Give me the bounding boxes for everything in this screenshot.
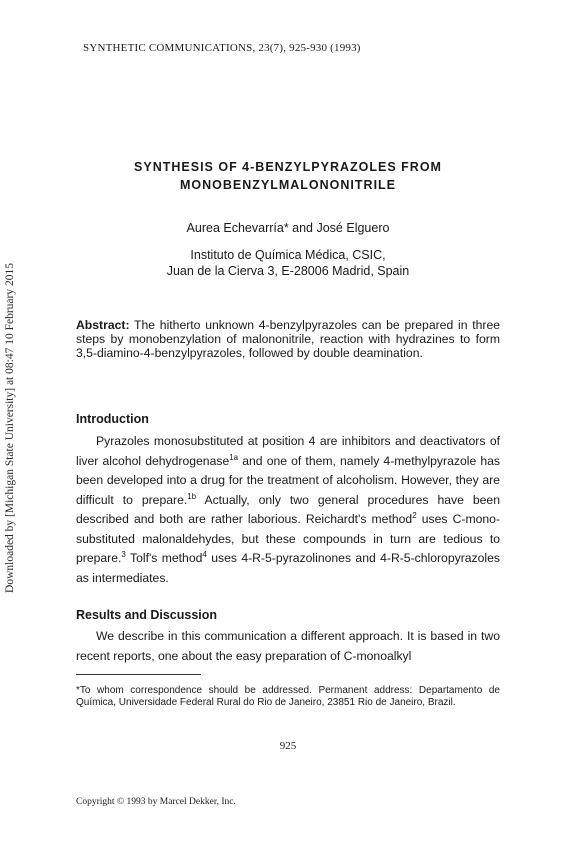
article-title-line-1: SYNTHESIS OF 4-BENZYLPYRAZOLES FROM xyxy=(134,160,442,174)
abstract xyxy=(76,318,500,360)
ref-1a: 1a xyxy=(229,452,239,462)
intro-text-f: uses 4-R-5-pyrazolinones and 4-R-5-chloropyrazoles as intermediates. xyxy=(76,551,501,585)
ref-3: 3 xyxy=(121,549,126,559)
affiliation-line-2: Juan de la Cierva 3, E-28006 Madrid, Spain xyxy=(166,264,410,278)
results-heading: Results and Discussion xyxy=(76,608,218,622)
page-number: 925 xyxy=(279,740,297,752)
results-paragraph xyxy=(76,627,500,666)
authors: Aurea Echevarría* and José Elguero xyxy=(186,221,390,235)
intro-text-b: and one of them, namely 4-methylpyrazole has been developed into a drug for the treatment of alcoholism. However, they are difficult to prepare. xyxy=(76,453,500,507)
affiliation-line-1: Instituto de Química Médica, CSIC, xyxy=(190,248,386,262)
intro-text-d: uses C-mono-substituted malonaldehydes, but these compounds in turn are tedious to prepare. xyxy=(76,512,501,565)
journal-header: SYNTHETIC COMMUNICATIONS, 23(7), 925-930 (1993) xyxy=(83,42,361,54)
ref-4: 4 xyxy=(202,549,207,559)
introduction-paragraph xyxy=(76,432,500,588)
copyright: Copyright © 1993 by Marcel Dekker, Inc. xyxy=(76,797,236,807)
abstract-text: The hitherto unknown 4-benzylpyrazoles can be prepared in three steps by monobenzylation of malononitrile, reaction with hydrazines to form 3,5-diamino-4-benzylpyrazoles, followed by double deamination. xyxy=(76,318,500,360)
abstract-label: Abstract: xyxy=(76,318,130,332)
download-sidebar xyxy=(0,0,20,864)
download-note: Downloaded by [Michigan State University] at 08:47 10 February 2015 xyxy=(4,263,16,593)
ref-1b: 1b xyxy=(187,491,197,501)
introduction-heading: Introduction xyxy=(76,412,149,426)
results-text: We describe in this communication a different approach. It is based in two recent reports, one about the easy preparation of C-monoalkyl xyxy=(76,629,500,663)
ref-2: 2 xyxy=(412,510,417,520)
intro-text-a: Pyrazoles monosubstituted at position 4 are inhibitors and deactivators of liver alcohol dehydrogenase xyxy=(76,434,500,468)
article-title-line-2: MONOBENZYLMALONONITRILE xyxy=(179,178,397,192)
footnote: *To whom correspondence should be addressed. Permanent address: Departamento de Química, Universidade Federal Rural do Rio de Janeiro, 23851 Rio de Janeiro, Brazil. xyxy=(76,685,500,708)
intro-text-c: Actually, only two general procedures have been described and both are rather laborious. Reichardt's method xyxy=(76,492,500,526)
footnote-rule xyxy=(76,674,201,675)
intro-text-e: Tolf's method xyxy=(125,551,203,565)
